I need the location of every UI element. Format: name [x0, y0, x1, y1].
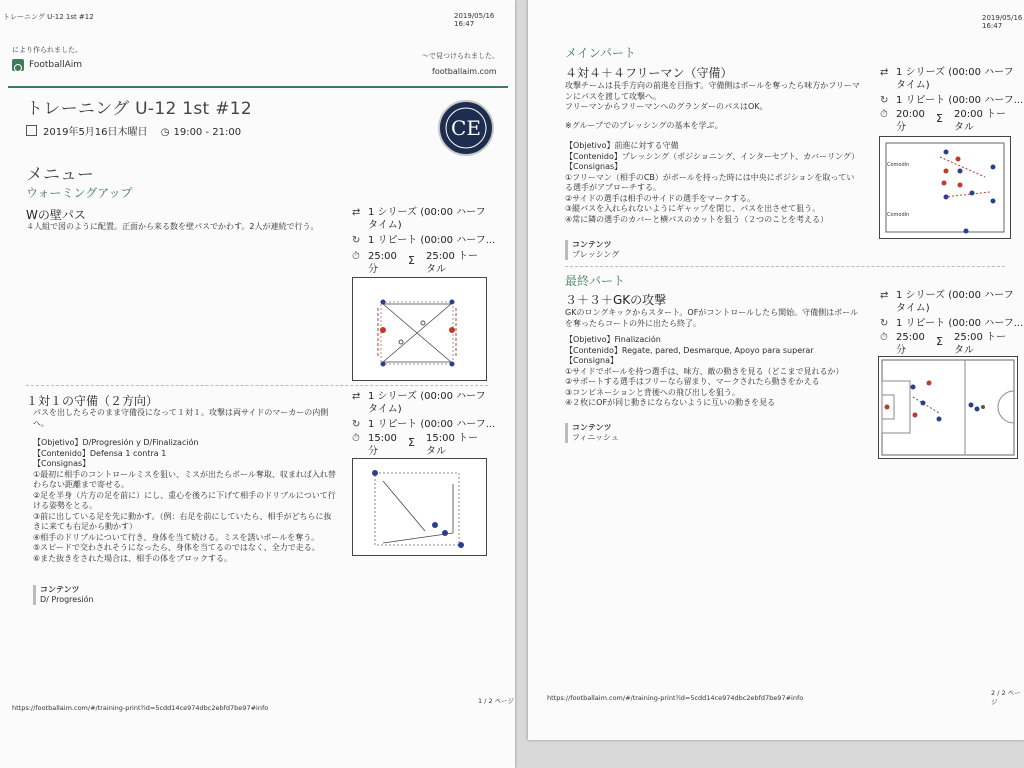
duration-text: 15:00 分	[368, 433, 397, 457]
drill-title: １対１の守備（２方向）	[26, 394, 159, 408]
consigna-2: ②サポートする選手はフリーなら留まり、マークされたら動きをかえる	[565, 377, 820, 386]
consigna-2: ②足を半身（片方の足を前に）にし、重心を後ろに下げて相手のドリブルについて行ける姿勢をとる。	[33, 490, 336, 510]
consigna-1: ①最初に相手のコントロールミスを狙い、ミスが出たらボール奪取、収まれば入れ替わらない距離まで寄せる。	[33, 469, 336, 489]
drill-title: Wの壁パス	[26, 208, 86, 222]
consigna-6: ⑥また抜きをされた場合は、相手の体をブロックする。	[33, 553, 233, 563]
training-date: 2019年5月16日木曜日	[43, 127, 148, 138]
total-text: 15:00 トータル	[426, 433, 478, 457]
footer-url[interactable]: https://footballaim.com/#/training-print?id=5cdd14ce974dbc2ebfd7be97#info	[547, 694, 804, 702]
print-header-date: 2019/05/16 16:47	[982, 14, 1023, 30]
comodin-label-1: Comodín	[887, 162, 910, 168]
series-text: 1 シリーズ (00:00 ハーフタイム)	[368, 391, 486, 415]
objetivo-line: 【Objetivo】前進に対する守備	[565, 141, 679, 150]
consigna-1: ①フリーマン（相手のCB）がボールを持った時には中央にポジションを取っている選手がアプローチする。	[565, 172, 855, 192]
duration-text: 25:00 分	[896, 332, 925, 356]
main-part-heading: メインパート	[565, 46, 636, 60]
page-title: トレーニング U-12 1st #12	[26, 99, 252, 119]
consigna-2: ②サイドの選手は相手のサイドの選手をマークする。	[565, 193, 756, 203]
drill-description: パスを出したらそのまま守備役になって１対１。攻撃は両サイドのマーカーの内側へ。	[33, 408, 329, 428]
drill-meta	[880, 66, 1024, 136]
drill-title: ３＋３＋GKの攻撃	[565, 293, 667, 307]
duration-text: 25:00 分	[368, 251, 397, 275]
consigna-line: 【Consigna】	[565, 356, 618, 365]
content-label: コンテンツ	[572, 240, 612, 249]
training-time: 19:00 - 21:00	[173, 127, 242, 138]
consigna-4: ④常に隣の選手のカバーと横パスのカットを狙う（２つのことを考える）	[565, 214, 829, 224]
print-header-title: トレーニング U-12 1st #12	[3, 13, 94, 21]
consignas-line: 【Consignas】	[565, 162, 623, 171]
clock-icon: ◷	[160, 127, 170, 138]
drill-diagram-1v1	[352, 458, 487, 556]
timer-icon: ⏱	[880, 109, 888, 120]
sigma-icon: Σ	[408, 436, 415, 449]
drill-description: 攻撃チームは長手方向の前進を目指す。守備側はボールを奪ったら味方かフリーマンにパスを渡して攻撃へ。 フリーマンからフリーマンへのグランダーのパスはOK。	[565, 81, 860, 111]
footer-url[interactable]: https://footballaim.com/#/training-print?id=5cdd14ce974dbc2ebfd7be97#info	[12, 704, 269, 712]
repeat-text: 1 リピート (00:00 ハーフ...	[896, 318, 1024, 329]
consignas-line: 【Consignas】	[33, 459, 91, 468]
made-by-text: により作られました。	[12, 46, 82, 54]
consigna-3: ③縦パスを入れられないようにギャップを閉じ、パスを出させて狙う。	[565, 204, 821, 213]
repeat-icon: ↻	[880, 318, 889, 329]
content-value: フィニッシュ	[572, 433, 619, 442]
sigma-icon: Σ	[936, 112, 943, 125]
content-label: コンテンツ	[40, 585, 80, 594]
content-value: プレッシング	[572, 250, 620, 259]
series-icon: ⇄	[352, 207, 361, 218]
drill-description: ４人組で図のように配置。正面から来る数を壁パスでかわす。2人が連続で行う。	[26, 222, 319, 231]
menu-heading: メニュー	[26, 165, 94, 185]
club-crest-logo	[438, 100, 494, 156]
series-icon: ⇄	[352, 391, 361, 402]
consigna-3: ③前に出している足を先に動かす。（例：右足を前にしていたら、相手がどちらに抜きに来ても右足から動かす）	[33, 511, 332, 531]
repeat-text: 1 リピート (00:00 ハーフ...	[368, 235, 496, 246]
drill-instructions	[33, 438, 338, 564]
section-separator	[26, 385, 488, 386]
contenido-line: 【Contenido】Defensa 1 contra 1	[33, 448, 167, 458]
sigma-icon: Σ	[936, 335, 943, 348]
series-text: 1 シリーズ (00:00 ハーフタイム)	[896, 67, 1014, 91]
total-text: 25:00 トータル	[426, 251, 478, 275]
drill-meta	[352, 206, 496, 276]
found-text: 〜で見つけられました。	[422, 52, 499, 60]
duration-text: 20:00 分	[896, 109, 925, 133]
consigna-3: ③コンビネーションと背後への飛び出しを狙う。	[565, 387, 740, 397]
contenido-line: 【Contenido】Regate, pared, Desmarque, Apoyo para superar	[565, 345, 814, 355]
repeat-icon: ↻	[880, 95, 889, 106]
consigna-4: ④相手のドリブルについて行き、身体を当て続ける。ミスを誘いボールを奪う。	[33, 532, 320, 542]
total-text: 25:00 トータル	[954, 332, 1006, 356]
repeat-icon: ↻	[352, 235, 361, 246]
timer-icon: ⏱	[880, 332, 888, 343]
page-number: 1 / 2 ページ	[478, 697, 515, 705]
content-tag	[565, 240, 619, 260]
drill-diagram-attack	[878, 356, 1018, 459]
content-label: コンテンツ	[572, 423, 612, 432]
svg-text:CE: CE	[451, 116, 481, 140]
final-part-heading: 最終パート	[565, 274, 626, 288]
drill-meta	[880, 289, 1024, 359]
calendar-icon	[26, 125, 37, 136]
consigna-5: ⑤スピードで交わされそうになったら、身体を当てるのではなく、全力で走る。	[33, 543, 320, 552]
repeat-text: 1 リピート (00:00 ハーフ...	[896, 95, 1024, 106]
series-text: 1 シリーズ (00:00 ハーフタイム)	[896, 290, 1014, 314]
print-header-date: 2019/05/16 16:47	[454, 12, 495, 28]
drill-title: ４対４＋４フリーマン（守備）	[565, 66, 733, 80]
date-row	[26, 123, 241, 138]
series-text: 1 シリーズ (00:00 ハーフタイム)	[368, 207, 486, 231]
footballaim-logo-icon	[12, 59, 24, 71]
series-icon: ⇄	[880, 290, 889, 301]
section-separator	[565, 266, 1005, 267]
print-page-2	[528, 0, 1024, 740]
drill-note: ※グループでのプレッシングの基本を学ぶ。	[565, 121, 723, 130]
drill-description: GKのロングキックからスタート。OFがコントロールしたら開始。守備側はボールを奪ったらコートの外に出たら終了。	[565, 308, 858, 328]
repeat-icon: ↻	[352, 419, 361, 430]
page-number: 2 / 2 ページ	[991, 689, 1021, 706]
total-text: 20:00 トータル	[954, 109, 1006, 133]
brand-name: FootballAim	[29, 60, 83, 70]
content-tag	[565, 423, 619, 443]
drill-meta	[352, 390, 496, 460]
header-divider	[8, 86, 508, 88]
consigna-1: ①サイドでボールを持つ選手は、味方、敵の動きを見る（どこまで見れるか）	[565, 366, 844, 376]
repeat-text: 1 リピート (00:00 ハーフ...	[368, 419, 496, 430]
consigna-4: ④２枚にOFが同じ動きにならないように互いの動きを見る	[565, 398, 776, 407]
drill-instructions	[565, 141, 860, 225]
drill-diagram-w-pass	[352, 277, 487, 381]
content-value: D/ Progresión	[40, 595, 94, 604]
objetivo-line: 【Objetivo】D/Progresión y D/Finalización	[33, 438, 199, 447]
drill-instructions	[565, 335, 860, 409]
series-icon: ⇄	[880, 67, 889, 78]
timer-icon: ⏱	[352, 433, 360, 444]
content-tag	[33, 585, 94, 605]
sigma-icon: Σ	[408, 254, 415, 267]
warmup-heading: ウォーミングアップ	[26, 186, 133, 200]
site-link[interactable]: footballaim.com	[432, 67, 497, 76]
comodin-label-2: Comodín	[887, 212, 910, 218]
contenido-line: 【Contenido】プレッシング（ポジショニング、インターセプト、カバーリング）	[565, 151, 860, 161]
drill-diagram-pressing	[879, 136, 1011, 239]
objetivo-line: 【Objetivo】Finalización	[565, 335, 661, 344]
timer-icon: ⏱	[352, 251, 360, 262]
